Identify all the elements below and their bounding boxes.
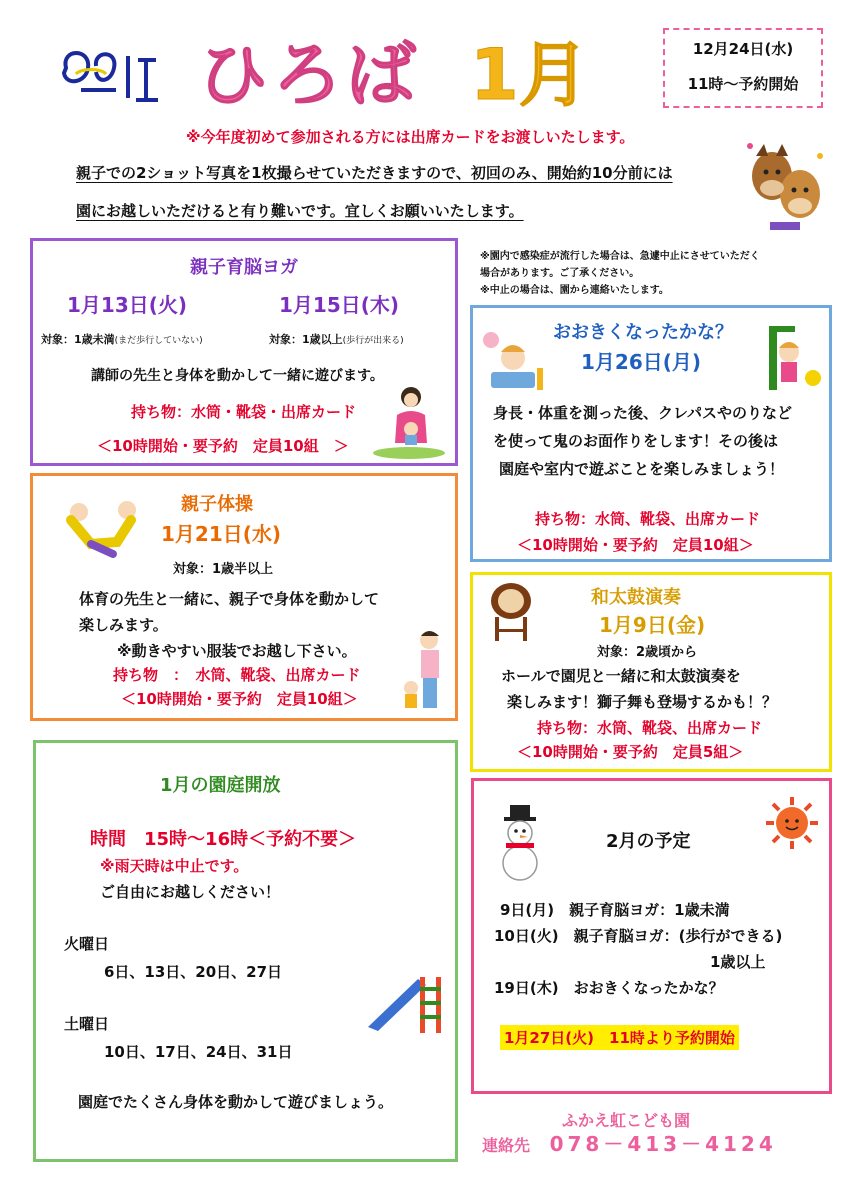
logo-scribble-icon xyxy=(56,38,166,108)
garden-free: ご自由にお越しください！ xyxy=(100,883,281,901)
slide-illustration xyxy=(364,971,446,1035)
taiko-desc-1: ホールで園児と一緒に和太鼓演奏を xyxy=(501,667,741,685)
yoga-target-2 xyxy=(269,331,404,347)
horse-icon xyxy=(742,136,828,232)
garden-rain: ※雨天時は中止です。 xyxy=(100,857,249,875)
yoga-date-2: 1月15日(木) xyxy=(279,293,400,317)
ookiku-start: ＜10時開始・要予約 定員10組＞ xyxy=(517,536,754,554)
taiko-section xyxy=(470,572,832,772)
taiso-illustration xyxy=(61,498,147,562)
drum-icon xyxy=(485,579,537,643)
month-title: 1月 xyxy=(470,34,589,116)
feb-section xyxy=(471,778,832,1094)
yoga-target-1-label: 対象：1歳未満 xyxy=(41,333,115,346)
yoga-mother-baby-icon xyxy=(369,385,447,459)
taiko-items: 持ち物：水筒、靴袋、出席カード xyxy=(537,719,763,737)
scale-illustration xyxy=(479,328,549,394)
taiko-desc-2: 楽しみます！獅子舞も登場するかも！？ xyxy=(507,693,778,711)
garden-tue-label: 火曜日 xyxy=(64,935,110,953)
yoga-section xyxy=(30,238,458,466)
height-measure-icon xyxy=(763,322,827,394)
snowman-illustration xyxy=(494,803,546,883)
garden-sat-label: 土曜日 xyxy=(64,1015,110,1033)
ookiku-desc-3: 園庭や室内で遊ぶことを楽しみましょう！ xyxy=(499,460,785,478)
footer-contact xyxy=(482,1128,777,1157)
yoga-illustration xyxy=(369,385,447,459)
taiko-target: 対象：2歳頃から xyxy=(597,645,698,660)
taiso-start: ＜10時開始・要予約 定員10組＞ xyxy=(121,690,358,708)
garden-sat-dates: 10日、17日、24日、31日 xyxy=(104,1043,293,1061)
taiko-drum-illustration xyxy=(485,579,537,643)
ookiku-title: おおきくなったかな？ xyxy=(553,322,733,343)
taiso-date: 1月21日(水) xyxy=(161,522,282,546)
feb-row-1: 9日(月) 親子育脳ヨガ：1歳未満 xyxy=(500,901,730,919)
yoga-title: 親子育脳ヨガ xyxy=(190,257,298,278)
cancel-note xyxy=(480,248,760,299)
feb-title: 2月の予定 xyxy=(606,831,691,852)
taiko-title: 和太鼓演奏 xyxy=(591,587,681,608)
yoga-date-1: 1月13日(火) xyxy=(67,293,188,317)
intro-line-2: 園にお越しいただけると有り難いです。宜しくお願いいたします。 xyxy=(76,202,524,220)
sun-illustration xyxy=(764,795,820,851)
taiso-target: 対象：1歳半以上 xyxy=(173,562,274,577)
cancel-note-1: ※園内で感染症が流行した場合は、急遽中止にさせていただく xyxy=(480,251,760,262)
garden-section xyxy=(33,740,458,1162)
reservation-time: 11時～予約開始 xyxy=(687,75,799,93)
cancel-note-2: 場合があります。ご了承ください。 xyxy=(480,268,640,279)
taiso-title: 親子体操 xyxy=(181,494,253,515)
yoga-target-2-label: 対象：1歳以上 xyxy=(269,333,343,346)
yoga-desc: 講師の先生と身体を動かして一緒に遊びます。 xyxy=(91,368,384,384)
taiko-start: ＜10時開始・要予約 定員5組＞ xyxy=(517,743,744,761)
ookiku-section xyxy=(470,305,832,562)
taiso-desc-2: 楽しみます。 xyxy=(79,616,168,634)
reservation-box xyxy=(663,28,823,108)
scale-child-icon xyxy=(479,328,549,394)
taiso-items: 持ち物 ： 水筒、靴袋、出席カード xyxy=(113,666,361,684)
ookiku-items: 持ち物：水筒、靴袋、出席カード xyxy=(535,510,761,528)
snowman-icon xyxy=(494,803,546,883)
reservation-date: 12月24日(水) xyxy=(692,40,794,58)
garden-closing: 園庭でたくさん身体を動かして遊びましょう。 xyxy=(78,1093,394,1111)
intro-notice: ※今年度初めて参加される方には出席カードをお渡しいたします。 xyxy=(186,128,635,146)
feb-row-2b: 1歳以上 xyxy=(710,953,766,971)
taiso-note: ※動きやすい服装でお越し下さい。 xyxy=(117,642,357,660)
yoga-target-1 xyxy=(41,331,203,347)
yoga-items: 持ち物：水筒・靴袋・出席カード xyxy=(131,403,357,421)
yoga-target-2-note: (歩行が出来る) xyxy=(342,336,404,346)
yoga-target-1-note: (まだ歩行していない) xyxy=(114,336,203,346)
page-title: ひろば xyxy=(198,34,420,116)
sun-icon xyxy=(764,795,820,851)
feb-row-3: 19日(木) おおきくなったかな？ xyxy=(494,979,724,997)
feb-highlight: 1月27日(火) 11時より予約開始 xyxy=(500,1025,739,1050)
taiko-date: 1月9日(金) xyxy=(599,613,706,637)
taiso-section xyxy=(30,473,458,721)
footer-contact-label: 連絡先 xyxy=(482,1136,531,1155)
teacher-child-icon xyxy=(399,628,451,716)
footer-phone: 078－413－4124 xyxy=(549,1132,777,1156)
height-illustration xyxy=(763,322,827,394)
taiso-desc-1: 体育の先生と一緒に、親子で身体を動かして xyxy=(79,590,380,608)
intro-line-1: 親子での2ショット写真を1枚撮らせていただきますので、初回のみ、開始約10分前には xyxy=(76,164,673,182)
exercise-pair-icon xyxy=(61,498,147,562)
garden-tue-dates: 6日、13日、20日、27日 xyxy=(104,963,283,981)
feb-row-2: 10日(火) 親子育脳ヨガ：(歩行ができる) xyxy=(494,927,783,945)
taiso-teacher-illustration xyxy=(399,628,451,716)
yoga-start: ＜10時開始・要予約 定員10組 ＞ xyxy=(97,437,349,455)
garden-title: 1月の園庭開放 xyxy=(160,775,281,796)
slide-icon xyxy=(364,971,446,1035)
ookiku-date: 1月26日(月) xyxy=(581,350,702,374)
logo xyxy=(56,38,166,108)
ookiku-desc-2: を使って鬼のお面作りをします！その後は xyxy=(493,432,779,450)
garden-time: 時間 15時～16時＜予約不要＞ xyxy=(90,829,357,850)
ookiku-desc-1: 身長・体重を測った後、クレパスやのりなど xyxy=(493,404,792,422)
cancel-note-3: ※中止の場合は、園から連絡いたします。 xyxy=(480,285,669,296)
footer-name: ふかえ虹こども園 xyxy=(562,1111,691,1130)
horses-illustration xyxy=(742,136,828,232)
